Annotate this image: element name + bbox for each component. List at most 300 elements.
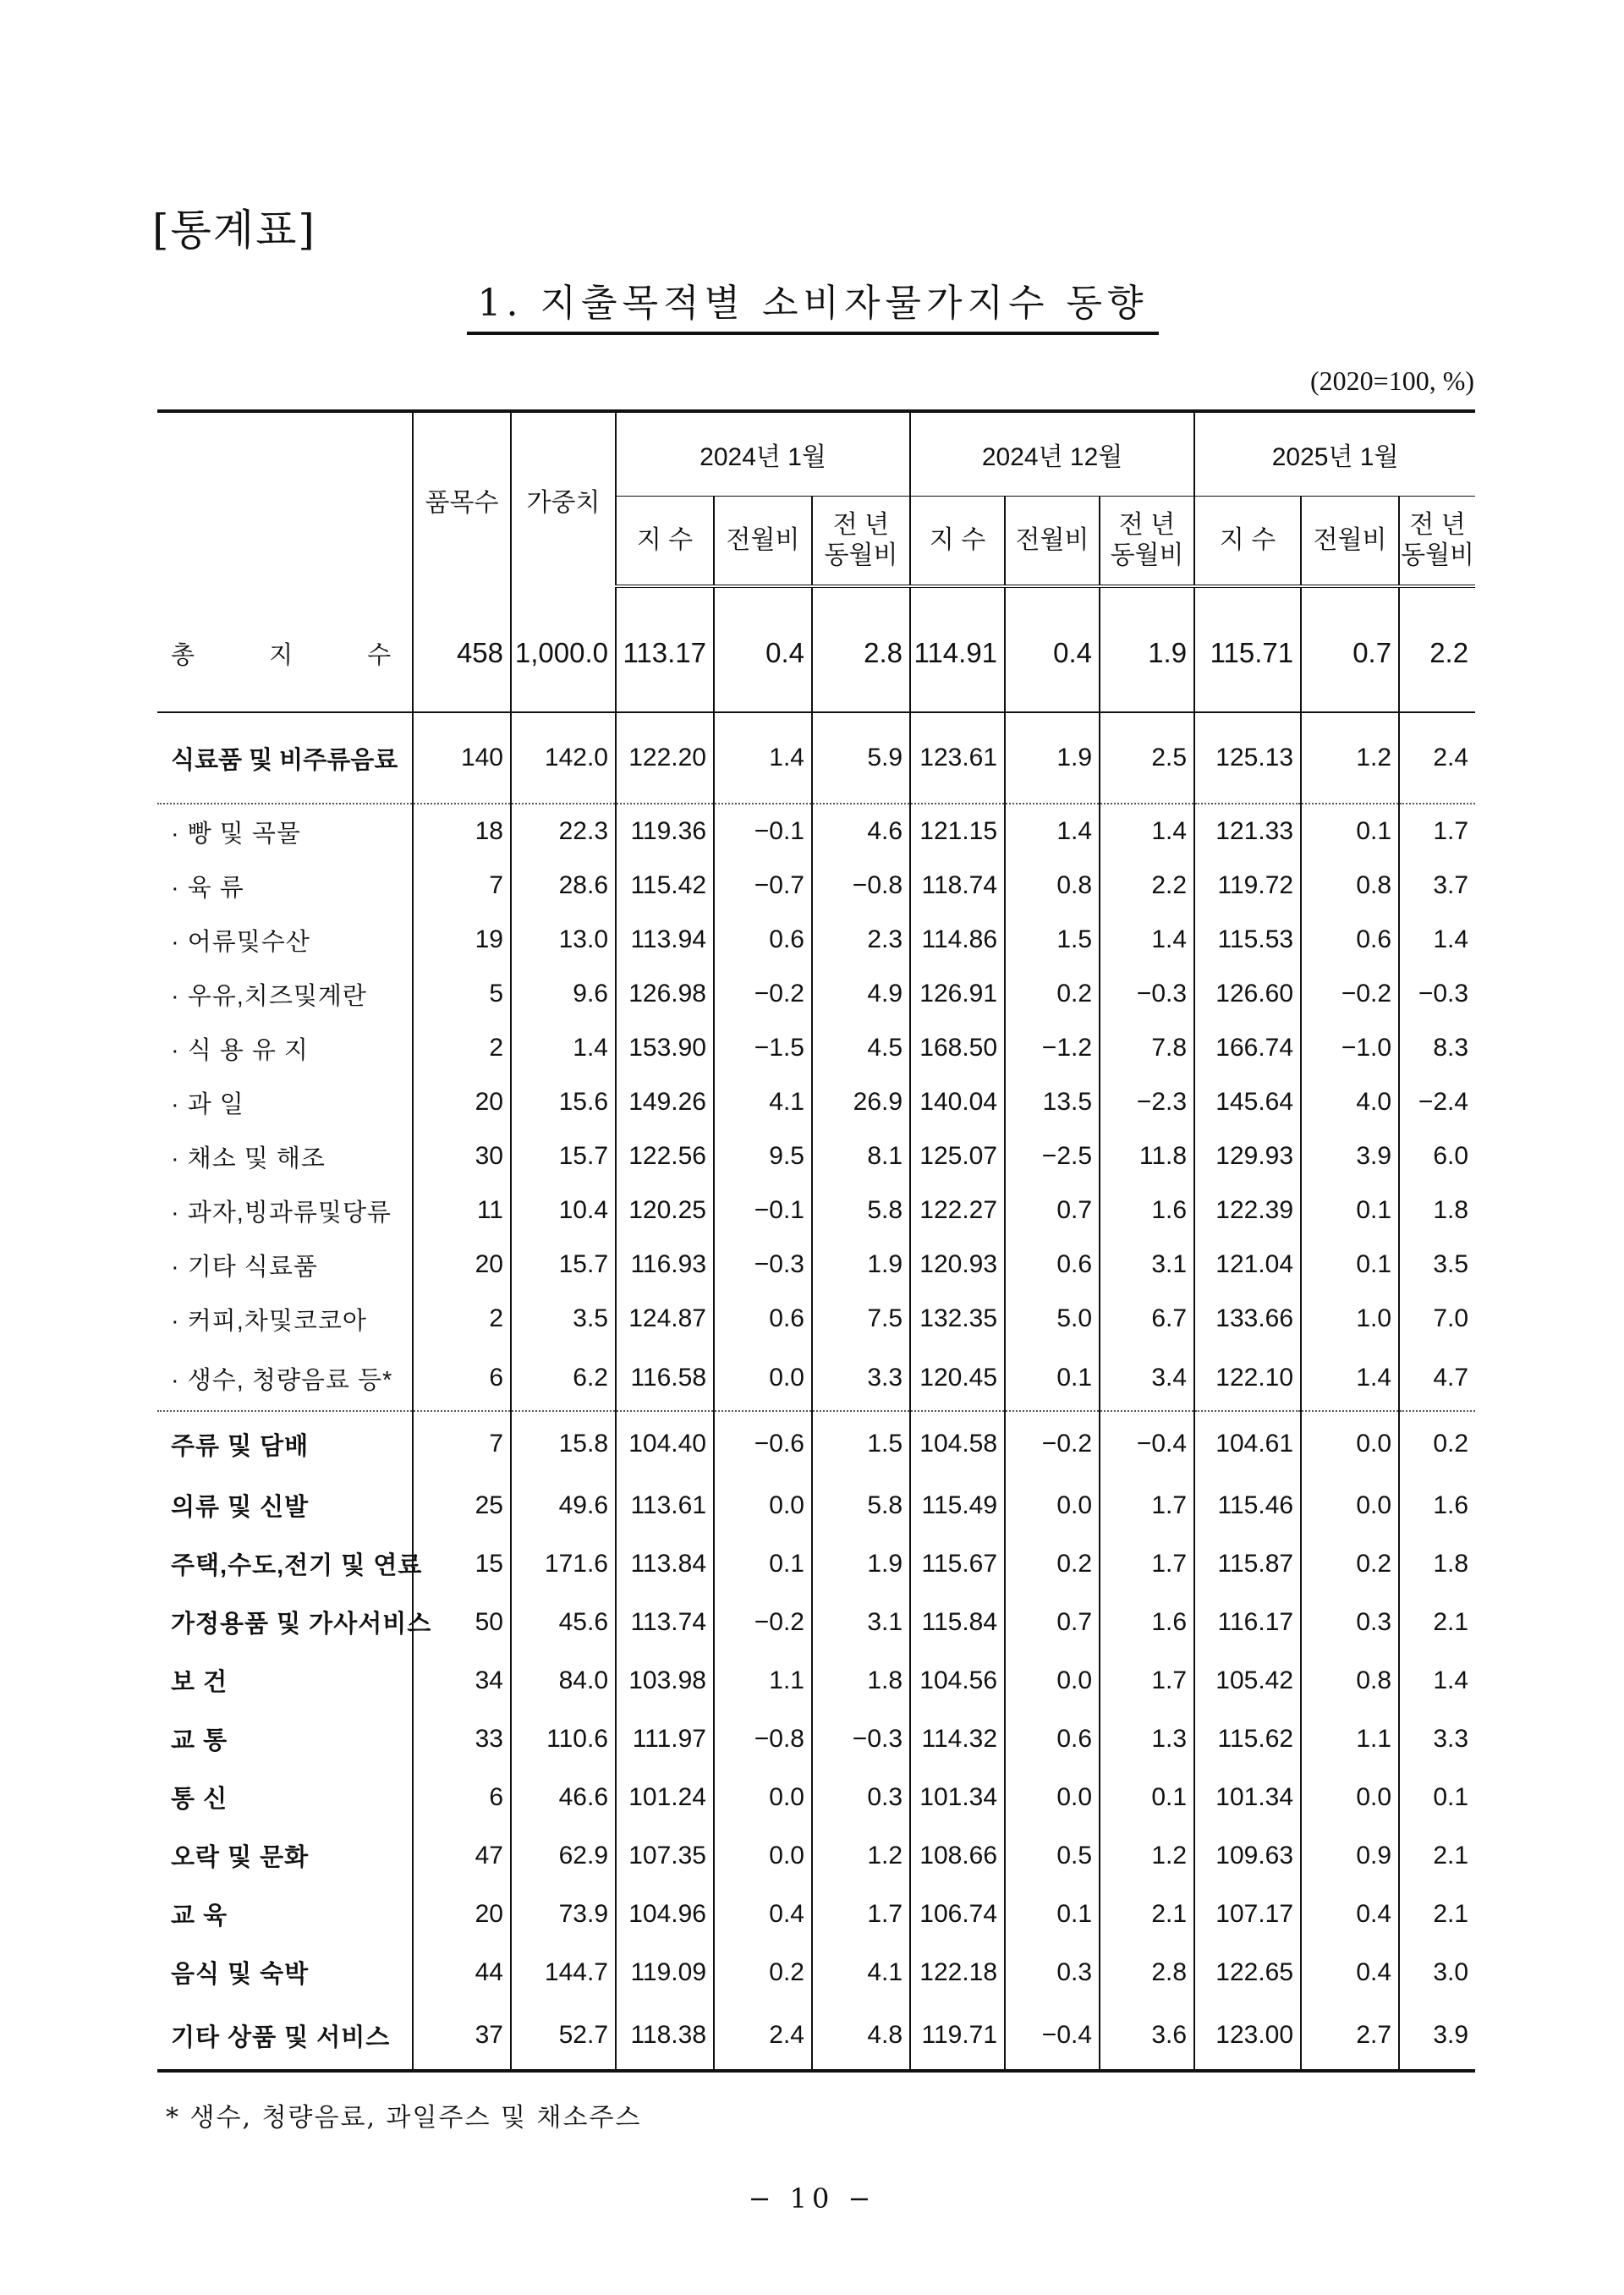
index-cell: 126.98 (616, 967, 714, 1021)
index-cell: 104.96 (616, 1885, 714, 1943)
item-count-cell: 25 (413, 1476, 511, 1535)
yoy-cell: 2.1 (1100, 1885, 1194, 1943)
yoy-cell: 1.3 (1100, 1710, 1194, 1768)
weight-cell: 15.7 (511, 1129, 616, 1183)
mom-cell: 0.6 (1005, 1238, 1100, 1292)
row-label: · 어류및수산 (171, 928, 310, 956)
mom-cell: 0.1 (714, 1535, 812, 1593)
section-heading: [통계표] (152, 206, 316, 255)
table-row (157, 1411, 1475, 1476)
yoy-cell: −0.3 (1100, 967, 1194, 1021)
weight-cell: 49.6 (511, 1476, 616, 1535)
yoy-cell: 1.6 (1100, 1593, 1194, 1651)
mom-cell: 0.1 (1301, 1238, 1399, 1292)
yoy-cell: 2.1 (1399, 1593, 1475, 1651)
weight-cell: 13.0 (511, 913, 616, 967)
mom-cell: 0.2 (1005, 1535, 1100, 1593)
index-cell: 101.34 (1194, 1768, 1301, 1826)
header-index: 지 수 (616, 497, 714, 587)
index-cell: 153.90 (616, 1021, 714, 1075)
mom-cell: 5.0 (1005, 1292, 1100, 1346)
mom-cell: 9.5 (714, 1129, 812, 1183)
weight-cell: 144.7 (511, 1943, 616, 2001)
row-label: 통 신 (171, 1786, 228, 1813)
header-blank (157, 411, 413, 586)
table-row (157, 2001, 1475, 2071)
mom-cell: 1.5 (1005, 913, 1100, 967)
mom-cell: 0.5 (1005, 1826, 1100, 1885)
index-cell: 122.56 (616, 1129, 714, 1183)
mom-cell: −2.5 (1005, 1129, 1100, 1183)
index-cell: 121.33 (1194, 804, 1301, 859)
mom-cell: −0.2 (1301, 967, 1399, 1021)
index-cell: 113.84 (616, 1535, 714, 1593)
index-cell: 168.50 (910, 1021, 1005, 1075)
mom-cell: 0.0 (1301, 1768, 1399, 1826)
yoy-cell: 0.1 (1100, 1768, 1194, 1826)
table-row (157, 967, 1475, 1021)
yoy-cell: 0.3 (812, 1768, 910, 1826)
mom-cell: 0.4 (1301, 1885, 1399, 1943)
yoy-cell: 1.4 (1399, 1651, 1475, 1710)
weight-cell: 10.4 (511, 1183, 616, 1238)
item-count-cell: 37 (413, 2001, 511, 2071)
row-label: 식료품 및 비주류음료 (157, 712, 413, 804)
row-label: 주류 및 담배 (171, 1432, 310, 1460)
table-row (157, 1238, 1475, 1292)
table-row (157, 1651, 1475, 1710)
index-cell: 106.74 (910, 1885, 1005, 1943)
index-cell: 118.38 (616, 2001, 714, 2071)
mom-cell: 0.0 (714, 1826, 812, 1885)
yoy-cell: 1.7 (1100, 1476, 1194, 1535)
row-label: · 식 용 유 지 (171, 1036, 309, 1064)
mom-cell: 0.4 (1005, 595, 1100, 712)
yoy-cell: 1.8 (812, 1651, 910, 1710)
yoy-cell: 3.3 (1399, 1710, 1475, 1768)
table-header (157, 411, 1475, 586)
yoy-cell: 1.4 (1100, 804, 1194, 859)
index-cell: 101.24 (616, 1768, 714, 1826)
mom-cell: 0.0 (714, 1346, 812, 1411)
row-label: · 커피,차및코코아 (171, 1307, 367, 1335)
unit-note: (2020=100, %) (1309, 365, 1474, 396)
mom-cell: 0.1 (1301, 804, 1399, 859)
index-cell: 115.49 (910, 1476, 1005, 1535)
yoy-cell: 1.9 (1100, 595, 1194, 712)
yoy-cell: 1.2 (812, 1826, 910, 1885)
index-cell: 126.60 (1194, 967, 1301, 1021)
mom-cell: 0.6 (714, 1292, 812, 1346)
mom-cell: 1.4 (1005, 804, 1100, 859)
yoy-cell: 2.8 (812, 595, 910, 712)
mom-cell: 0.0 (714, 1476, 812, 1535)
mom-cell: 0.7 (1005, 1183, 1100, 1238)
yoy-cell: 11.8 (1100, 1129, 1194, 1183)
mom-cell: −0.2 (714, 1593, 812, 1651)
yoy-cell: 8.3 (1399, 1021, 1475, 1075)
yoy-cell: 7.8 (1100, 1021, 1194, 1075)
row-label: · 과 일 (171, 1090, 244, 1118)
yoy-cell: 1.4 (1100, 913, 1194, 967)
index-cell: 122.18 (910, 1943, 1005, 2001)
row-label: 오락 및 문화 (171, 1844, 310, 1871)
weight-cell: 1,000.0 (511, 595, 616, 712)
table-row (157, 1535, 1475, 1593)
header-index: 지 수 (1194, 497, 1301, 587)
yoy-cell: 2.3 (812, 913, 910, 967)
mom-cell: −0.6 (714, 1411, 812, 1476)
item-count-cell: 2 (413, 1292, 511, 1346)
yoy-cell: −0.4 (1100, 1411, 1194, 1476)
index-cell: 121.04 (1194, 1238, 1301, 1292)
yoy-cell: 1.6 (1399, 1476, 1475, 1535)
index-cell: 113.17 (616, 595, 714, 712)
mom-cell: 0.4 (714, 595, 812, 712)
weight-cell: 15.6 (511, 1075, 616, 1129)
mom-cell: −0.4 (1005, 2001, 1100, 2071)
header-yoy: 전 년 동월비 (812, 497, 910, 587)
yoy-cell: −0.3 (812, 1710, 910, 1768)
yoy-cell: 1.5 (812, 1411, 910, 1476)
header-period-2: 2024년 12월 (910, 411, 1194, 497)
row-label: · 빵 및 곡물 (171, 820, 301, 848)
table-row (157, 804, 1475, 859)
item-count-cell: 20 (413, 1075, 511, 1129)
index-cell: 115.42 (616, 859, 714, 913)
mom-cell: 0.0 (1005, 1651, 1100, 1710)
yoy-cell: 3.0 (1399, 1943, 1475, 2001)
yoy-cell: 0.2 (1399, 1411, 1475, 1476)
item-count-cell: 47 (413, 1826, 511, 1885)
index-cell: 103.98 (616, 1651, 714, 1710)
mom-cell: −0.7 (714, 859, 812, 913)
index-cell: 125.13 (1194, 712, 1301, 804)
weight-cell: 142.0 (511, 712, 616, 804)
mom-cell: 0.6 (714, 913, 812, 967)
index-cell: 115.71 (1194, 595, 1301, 712)
item-count-cell: 7 (413, 859, 511, 913)
yoy-cell: 3.7 (1399, 859, 1475, 913)
yoy-cell: 7.0 (1399, 1292, 1475, 1346)
mom-cell: 1.9 (1005, 712, 1100, 804)
index-cell: 107.17 (1194, 1885, 1301, 1943)
yoy-cell: 1.4 (1399, 913, 1475, 967)
index-cell: 166.74 (1194, 1021, 1301, 1075)
index-cell: 113.94 (616, 913, 714, 967)
table-body (157, 586, 1475, 2071)
yoy-cell: 2.2 (1100, 859, 1194, 913)
mom-cell: 1.1 (1301, 1710, 1399, 1768)
table-row (157, 1710, 1475, 1768)
mom-cell: 0.0 (1005, 1768, 1100, 1826)
mom-cell: 0.1 (1005, 1346, 1100, 1411)
row-label: 의류 및 신발 (171, 1494, 310, 1521)
weight-cell: 6.2 (511, 1346, 616, 1411)
index-cell: 111.97 (616, 1710, 714, 1768)
item-count-cell: 30 (413, 1129, 511, 1183)
mom-cell: −0.1 (714, 1183, 812, 1238)
mom-cell: 4.0 (1301, 1075, 1399, 1129)
index-cell: 107.35 (616, 1826, 714, 1885)
item-count-cell: 458 (413, 595, 511, 712)
index-cell: 122.20 (616, 712, 714, 804)
yoy-cell: 1.7 (1399, 804, 1475, 859)
header-weight: 가중치 (511, 411, 616, 586)
row-label: 가정용품 및 가사서비스 (171, 1611, 432, 1638)
yoy-cell: 4.8 (812, 2001, 910, 2071)
yoy-cell: 3.6 (1100, 2001, 1194, 2071)
row-label: · 생수, 청량음료 등* (157, 1346, 413, 1411)
mom-cell: 0.0 (714, 1768, 812, 1826)
header-item-count: 품목수 (413, 411, 511, 586)
table-row (157, 1075, 1475, 1129)
header-yoy: 전 년 동월비 (1100, 497, 1194, 587)
yoy-cell: 4.6 (812, 804, 910, 859)
mom-cell: 1.0 (1301, 1292, 1399, 1346)
mom-cell: 0.1 (1301, 1183, 1399, 1238)
item-count-cell: 6 (413, 1768, 511, 1826)
row-label: 교 통 (171, 1727, 228, 1754)
index-cell: 104.56 (910, 1651, 1005, 1710)
table-row (157, 1476, 1475, 1535)
header-yoy: 전 년 동월비 (1399, 497, 1475, 587)
yoy-cell: −0.3 (1399, 967, 1475, 1021)
yoy-cell: 1.6 (1100, 1183, 1194, 1238)
table-row (157, 1768, 1475, 1826)
table-row (157, 1826, 1475, 1885)
mom-cell: 1.4 (1301, 1346, 1399, 1411)
item-count-cell: 7 (413, 1411, 511, 1476)
item-count-cell: 20 (413, 1885, 511, 1943)
mom-cell: 0.2 (1301, 1535, 1399, 1593)
mom-cell: 4.1 (714, 1075, 812, 1129)
mom-cell: −0.1 (714, 804, 812, 859)
mom-cell: 0.4 (714, 1885, 812, 1943)
yoy-cell: 2.2 (1399, 595, 1475, 712)
mom-cell: 1.2 (1301, 712, 1399, 804)
weight-cell: 62.9 (511, 1826, 616, 1885)
weight-cell: 22.3 (511, 804, 616, 859)
header-period-1: 2024년 1월 (616, 411, 910, 497)
table-row (157, 1292, 1475, 1346)
row-label: 교 육 (171, 1902, 228, 1930)
header-mom: 전월비 (714, 497, 812, 587)
index-cell: 115.87 (1194, 1535, 1301, 1593)
mom-cell: 0.3 (1301, 1593, 1399, 1651)
mom-cell: 0.0 (1005, 1476, 1100, 1535)
yoy-cell: 1.8 (1399, 1183, 1475, 1238)
weight-cell: 28.6 (511, 859, 616, 913)
mom-cell: 0.4 (1301, 1943, 1399, 2001)
row-label: · 기타 식료품 (171, 1253, 318, 1281)
footnote: * 생수, 청량음료, 과일주스 및 채소주스 (166, 2103, 642, 2133)
mom-cell: −0.8 (714, 1710, 812, 1768)
yoy-cell: 3.1 (812, 1593, 910, 1651)
yoy-cell: 1.8 (1399, 1535, 1475, 1593)
index-cell: 114.91 (910, 595, 1005, 712)
index-cell: 122.65 (1194, 1943, 1301, 2001)
row-label: · 과자,빙과류및당류 (171, 1199, 392, 1227)
index-cell: 120.93 (910, 1238, 1005, 1292)
yoy-cell: 6.7 (1100, 1292, 1194, 1346)
row-label: 음식 및 숙박 (171, 1961, 310, 1988)
index-cell: 119.36 (616, 804, 714, 859)
mom-cell: −0.2 (1005, 1411, 1100, 1476)
index-cell: 140.04 (910, 1075, 1005, 1129)
mom-cell: 0.6 (1005, 1710, 1100, 1768)
index-cell: 113.61 (616, 1476, 714, 1535)
index-cell: 115.53 (1194, 913, 1301, 967)
yoy-cell: −2.4 (1399, 1075, 1475, 1129)
index-cell: 104.58 (910, 1411, 1005, 1476)
yoy-cell: 3.5 (1399, 1238, 1475, 1292)
weight-cell: 84.0 (511, 1651, 616, 1710)
index-cell: 122.10 (1194, 1346, 1301, 1411)
yoy-cell: 1.2 (1100, 1826, 1194, 1885)
row-label: 총 지 수 (157, 595, 413, 712)
mom-cell: 0.0 (1301, 1476, 1399, 1535)
mom-cell: 0.2 (714, 1943, 812, 2001)
index-cell: 114.32 (910, 1710, 1005, 1768)
mom-cell: 0.2 (1005, 967, 1100, 1021)
yoy-cell: 2.4 (1399, 712, 1475, 804)
index-cell: 101.34 (910, 1768, 1005, 1826)
index-cell: 124.87 (616, 1292, 714, 1346)
mom-cell: 0.7 (1301, 595, 1399, 712)
mom-cell: −1.5 (714, 1021, 812, 1075)
yoy-cell: 3.4 (1100, 1346, 1194, 1411)
mom-cell: −0.2 (714, 967, 812, 1021)
weight-cell: 3.5 (511, 1292, 616, 1346)
yoy-cell: 1.9 (812, 1238, 910, 1292)
mom-cell: 13.5 (1005, 1075, 1100, 1129)
header-index: 지 수 (910, 497, 1005, 587)
mom-cell: 0.0 (1301, 1411, 1399, 1476)
yoy-cell: 2.1 (1399, 1826, 1475, 1885)
table-row (157, 1885, 1475, 1943)
row-label: · 채소 및 해조 (171, 1145, 326, 1172)
weight-cell: 52.7 (511, 2001, 616, 2071)
row-label: 주택,수도,전기 및 연료 (171, 1552, 423, 1579)
yoy-cell: 2.8 (1100, 1943, 1194, 2001)
page-title: 1. 지출목적별 소비자물가지수 동향 (467, 272, 1159, 335)
yoy-cell: 1.7 (1100, 1651, 1194, 1710)
mom-cell: 0.3 (1005, 1943, 1100, 2001)
index-cell: 119.09 (616, 1943, 714, 2001)
index-cell: 122.39 (1194, 1183, 1301, 1238)
yoy-cell: −0.8 (812, 859, 910, 913)
index-cell: 120.25 (616, 1183, 714, 1238)
index-cell: 114.86 (910, 913, 1005, 967)
yoy-cell: 5.9 (812, 712, 910, 804)
yoy-cell: 0.1 (1399, 1768, 1475, 1826)
table-row (157, 1129, 1475, 1183)
mom-cell: 2.4 (714, 2001, 812, 2071)
index-cell: 129.93 (1194, 1129, 1301, 1183)
yoy-cell: 2.1 (1399, 1885, 1475, 1943)
item-count-cell: 6 (413, 1346, 511, 1411)
page-number: − 10 − (748, 2182, 876, 2215)
index-cell: 116.17 (1194, 1593, 1301, 1651)
item-count-cell: 19 (413, 913, 511, 967)
index-cell: 123.00 (1194, 2001, 1301, 2071)
weight-cell: 73.9 (511, 1885, 616, 1943)
mom-cell: −0.3 (714, 1238, 812, 1292)
yoy-cell: 1.7 (812, 1885, 910, 1943)
yoy-cell: 4.5 (812, 1021, 910, 1075)
index-cell: 118.74 (910, 859, 1005, 913)
weight-cell: 171.6 (511, 1535, 616, 1593)
index-cell: 119.72 (1194, 859, 1301, 913)
index-cell: 113.74 (616, 1593, 714, 1651)
header-mom: 전월비 (1005, 497, 1100, 587)
index-cell: 145.64 (1194, 1075, 1301, 1129)
mom-cell: 0.6 (1301, 913, 1399, 967)
mom-cell: 0.8 (1301, 1651, 1399, 1710)
row-label: · 우유,치즈및계란 (171, 982, 367, 1010)
row-label: 보 건 (171, 1669, 228, 1696)
table-row (157, 1943, 1475, 2001)
yoy-cell: −2.3 (1100, 1075, 1194, 1129)
index-cell: 115.67 (910, 1535, 1005, 1593)
item-count-cell: 18 (413, 804, 511, 859)
yoy-cell: 2.5 (1100, 712, 1194, 804)
yoy-cell: 3.1 (1100, 1238, 1194, 1292)
index-cell: 105.42 (1194, 1651, 1301, 1710)
table-row (157, 595, 1475, 712)
weight-cell: 15.8 (511, 1411, 616, 1476)
yoy-cell: 3.9 (1399, 2001, 1475, 2071)
yoy-cell: 5.8 (812, 1476, 910, 1535)
mom-cell: 0.1 (1005, 1885, 1100, 1943)
index-cell: 115.46 (1194, 1476, 1301, 1535)
table-row (157, 712, 1475, 804)
row-label: 기타 상품 및 서비스 (157, 2001, 413, 2071)
row-label: · 육 류 (171, 874, 244, 902)
item-count-cell: 50 (413, 1593, 511, 1651)
item-count-cell: 20 (413, 1238, 511, 1292)
item-count-cell: 140 (413, 712, 511, 804)
table-row (157, 1183, 1475, 1238)
mom-cell: 0.9 (1301, 1826, 1399, 1885)
mom-cell: 1.1 (714, 1651, 812, 1710)
yoy-cell: 4.7 (1399, 1346, 1475, 1411)
table-row (157, 913, 1475, 967)
index-cell: 104.61 (1194, 1411, 1301, 1476)
weight-cell: 46.6 (511, 1768, 616, 1826)
index-cell: 115.84 (910, 1593, 1005, 1651)
weight-cell: 110.6 (511, 1710, 616, 1768)
header-period-3: 2025년 1월 (1194, 411, 1475, 497)
index-cell: 116.93 (616, 1238, 714, 1292)
index-cell: 123.61 (910, 712, 1005, 804)
mom-cell: −1.2 (1005, 1021, 1100, 1075)
yoy-cell: 3.3 (812, 1346, 910, 1411)
yoy-cell: 8.1 (812, 1129, 910, 1183)
index-cell: 104.40 (616, 1411, 714, 1476)
header-mom: 전월비 (1301, 497, 1399, 587)
index-cell: 149.26 (616, 1075, 714, 1129)
yoy-cell: 6.0 (1399, 1129, 1475, 1183)
yoy-cell: 1.9 (812, 1535, 910, 1593)
table-row (157, 1593, 1475, 1651)
weight-cell: 1.4 (511, 1021, 616, 1075)
index-cell: 121.15 (910, 804, 1005, 859)
index-cell: 132.35 (910, 1292, 1005, 1346)
item-count-cell: 5 (413, 967, 511, 1021)
item-count-cell: 15 (413, 1535, 511, 1593)
